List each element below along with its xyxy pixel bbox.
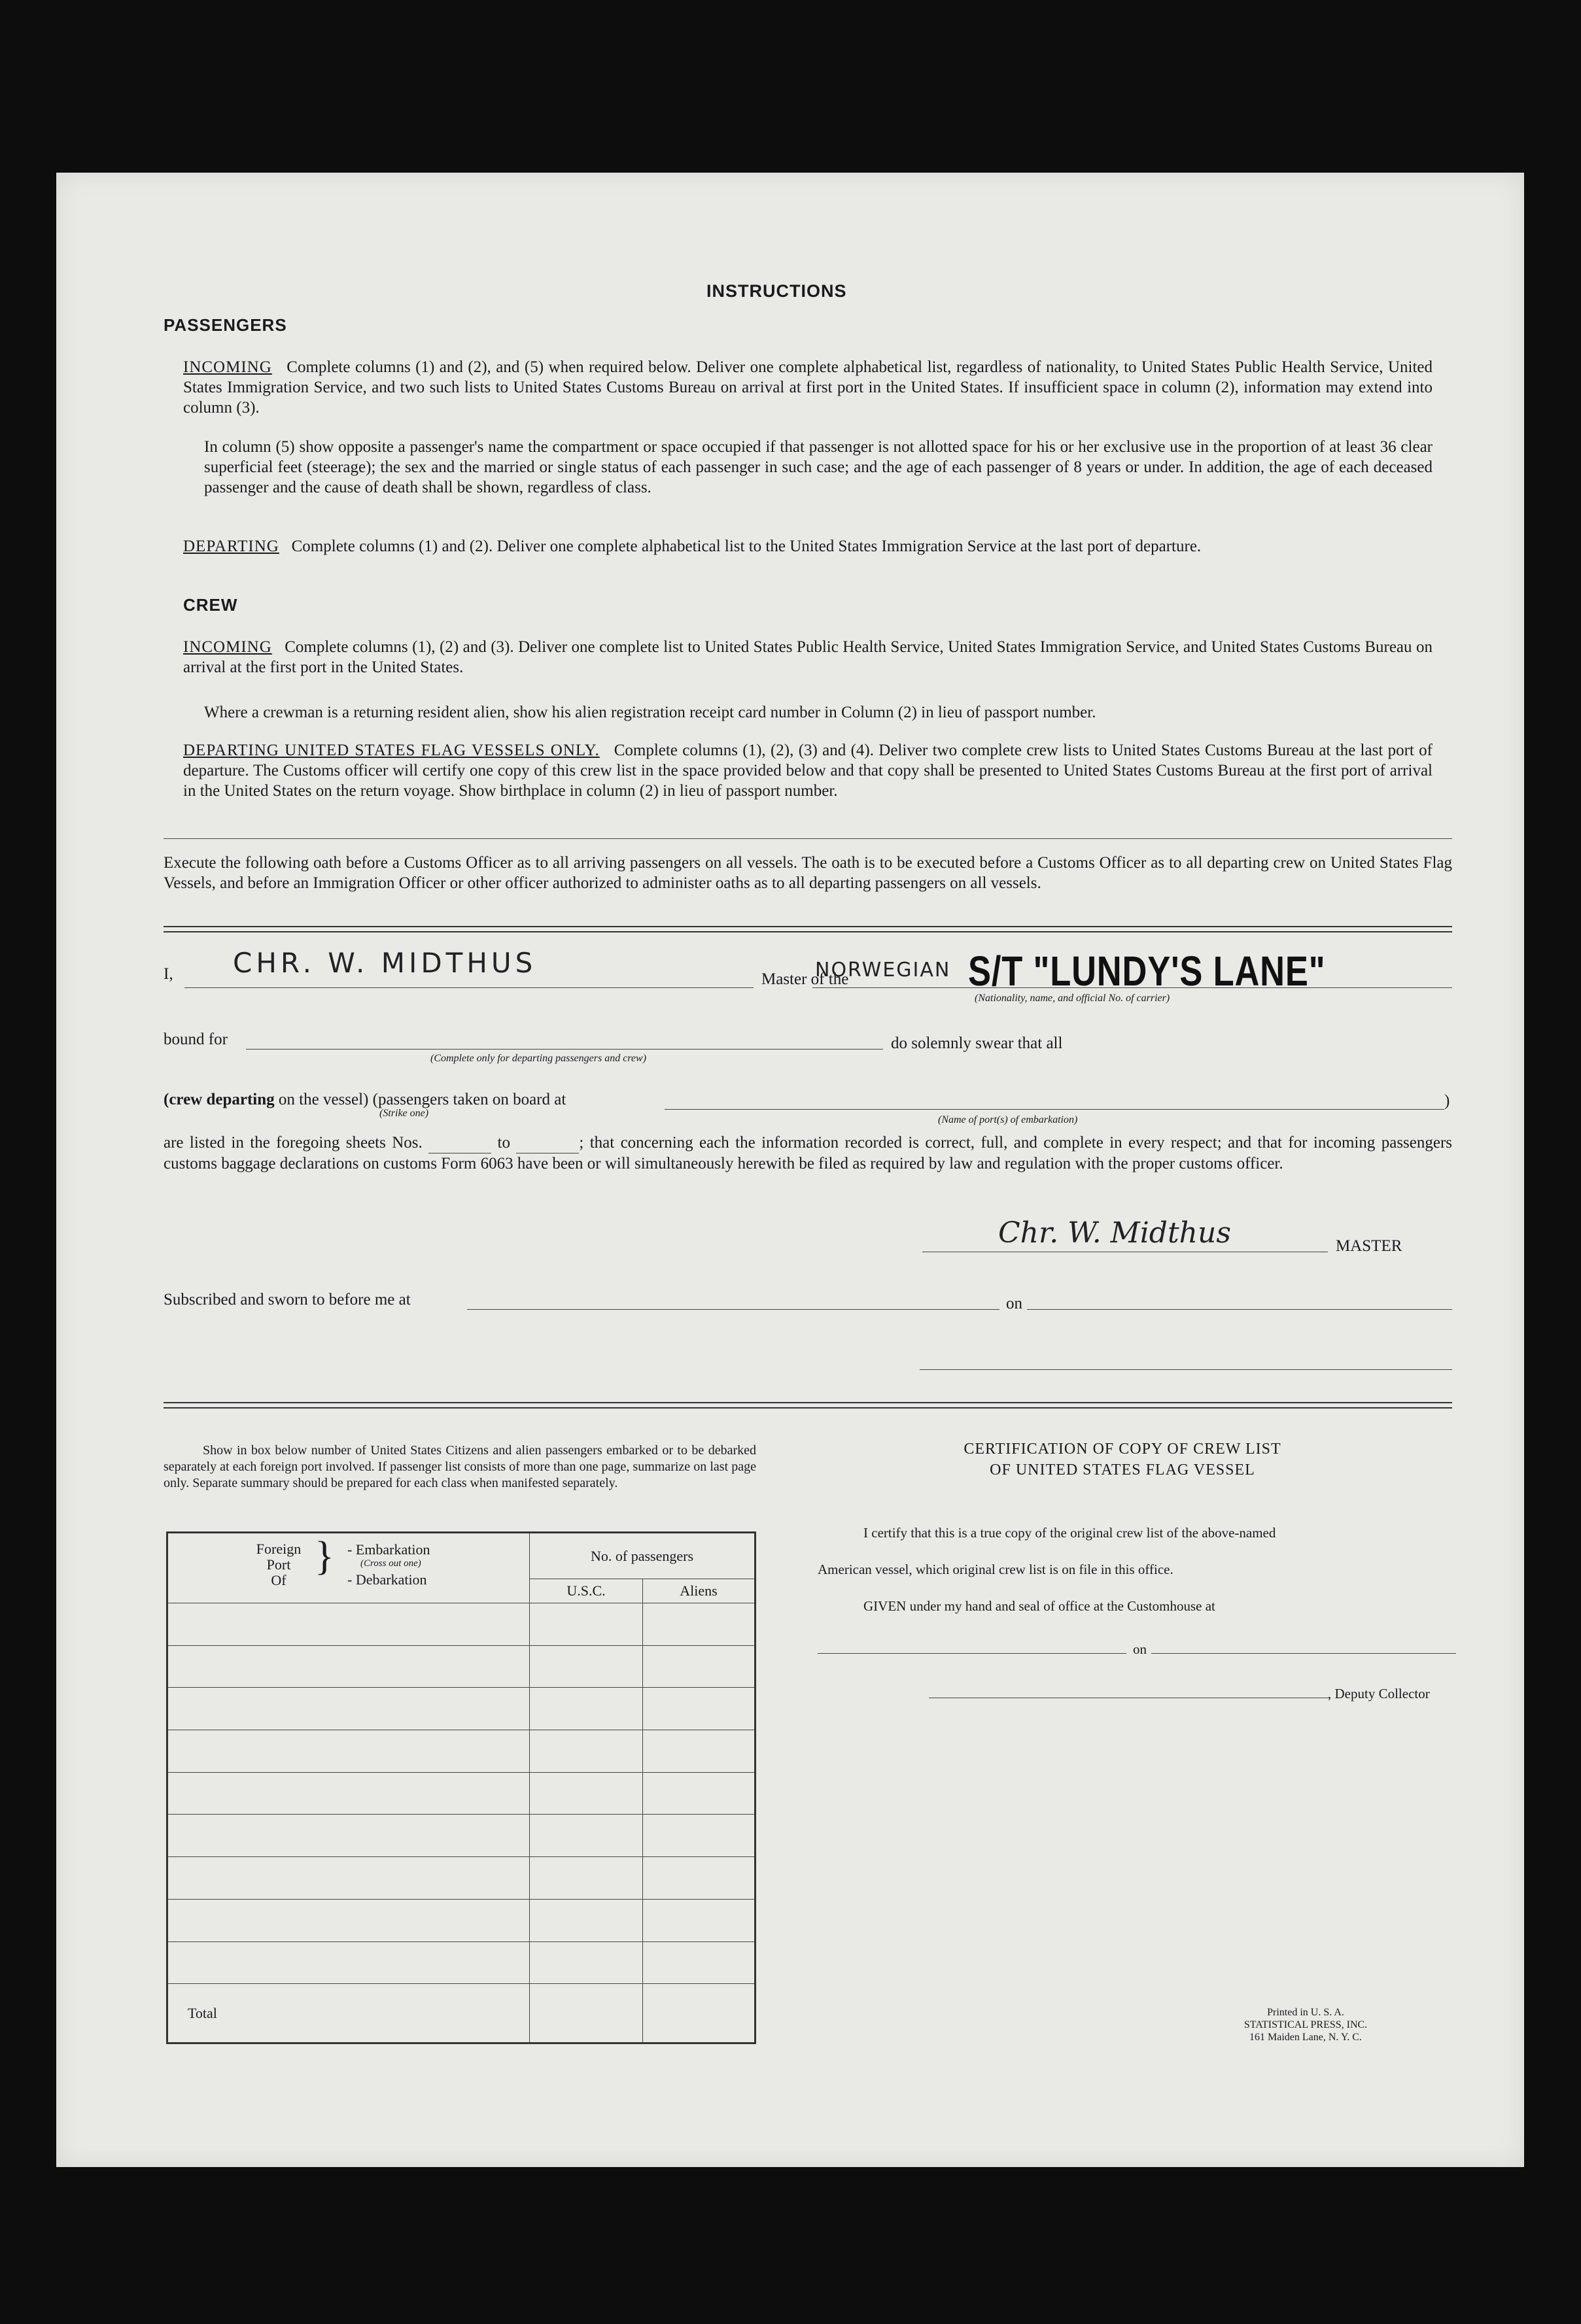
resident-alien-paragraph: Where a crewman is a returning resident alien, show his alien registration receipt card number in Column (2) in lieu of passport number. <box>204 704 1096 721</box>
port-cell[interactable] <box>167 1688 530 1730</box>
aliens-cell[interactable] <box>643 1645 756 1688</box>
close-paren: ) <box>1444 1092 1450 1110</box>
debarkation-label: - Debarkation <box>347 1571 427 1588</box>
passengers-heading: PASSENGERS <box>164 315 287 335</box>
aliens-cell[interactable] <box>643 1603 756 1645</box>
bound-for-line <box>246 1049 883 1050</box>
port-cell[interactable] <box>167 1815 530 1857</box>
embarkation-label: - Embarkation <box>347 1541 430 1558</box>
master-label: MASTER <box>1336 1237 1402 1255</box>
summary-instructions: Show in box below number of United States Citizens and alien passengers embarked or to be debarked separately at each foreign port involved. If passenger list consists of more than one page, summarize on last page only. Separate summary should be prepared for each class when manifested separately. <box>164 1443 756 1490</box>
passenger-summary-table <box>166 1531 756 2044</box>
aliens-header: Aliens <box>643 1579 756 1603</box>
port-cell[interactable] <box>167 1941 530 1984</box>
carrier-line <box>812 987 1452 988</box>
crew-departing-text: Complete columns (1), (2), (3) and (4). Deliver two complete crew lists to United States Customs Bureau at the last port of departure. The Customs officer will certify one copy of this crew list in the space provided below and that copy shall be presented to United States Customs Bureau at the first port of arrival in the United States on the return voyage. Show birthplace in column (2) in lieu of passport number. <box>183 742 1433 800</box>
sheets-prefix: are listed in the foregoing sheets Nos. <box>164 1134 423 1152</box>
strike-caption: (Strike one) <box>379 1108 429 1119</box>
sheet-to-field <box>516 1133 579 1153</box>
divider <box>164 1402 1452 1403</box>
sheet-from-field <box>428 1133 491 1153</box>
crew-heading: CREW <box>183 595 238 615</box>
certification-title-line1: CERTIFICATION OF COPY OF CREW LIST <box>964 1441 1281 1458</box>
passengers-incoming-text: Complete columns (1) and (2), and (5) when required below. Deliver one complete alphabetical list, regardless of nationality, to United States Public Health Service, United States Immigration Service, and two such lists to United States Customs Bureau on arrival at first port in the United States. If insufficient space in column (2), information may extend into column (3). <box>183 358 1433 417</box>
foreign-port-of <box>249 1541 308 1588</box>
aliens-cell[interactable] <box>643 1899 756 1941</box>
usc-cell[interactable] <box>530 1645 643 1688</box>
aliens-cell[interactable] <box>643 1941 756 1984</box>
certify-line1: I certify that this is a true copy of the original crew list of the above-named <box>863 1525 1276 1541</box>
crew-departing-label: (crew departing <box>164 1091 275 1108</box>
instructions-heading: INSTRUCTIONS <box>706 281 847 301</box>
bound-for-caption: (Complete only for departing passengers and crew) <box>430 1053 647 1064</box>
usc-cell[interactable] <box>530 1730 643 1773</box>
port-label: Port <box>266 1556 291 1573</box>
crew-departing-lead: DEPARTING UNITED STATES FLAG VESSELS ONLY. <box>183 742 600 759</box>
cross-out-label: (Cross out one) <box>360 1558 421 1569</box>
printer-line1: Printed in U. S. A. <box>1267 2007 1344 2018</box>
aliens-cell[interactable] <box>643 1688 756 1730</box>
passengers-departing-paragraph <box>183 536 1433 556</box>
subscribed-place-line <box>467 1309 999 1310</box>
of-label: Of <box>271 1572 287 1588</box>
crew-incoming-text: Complete columns (1), (2) and (3). Deliver one complete list to United States Public Health Service, United States Immigration Service, and United States Customs Bureau on arrival at the first port in the United States. <box>183 638 1433 676</box>
crew-incoming-paragraph <box>183 637 1433 677</box>
on-vessel-label: on the vessel) (passengers taken on board at <box>278 1091 566 1108</box>
customhouse-line <box>818 1653 1126 1654</box>
subscribed-on-label: on <box>1006 1295 1022 1312</box>
crew-departing-paragraph <box>183 740 1433 801</box>
aliens-total-cell[interactable] <box>643 1984 756 2043</box>
passengers-incoming-lead: INCOMING <box>183 358 272 376</box>
usc-cell[interactable] <box>530 1899 643 1941</box>
subscribed-label: Subscribed and sworn to before me at <box>164 1291 411 1308</box>
aliens-cell[interactable] <box>643 1772 756 1815</box>
usc-cell[interactable] <box>530 1603 643 1645</box>
usc-cell[interactable] <box>530 1815 643 1857</box>
usc-cell[interactable] <box>530 1941 643 1984</box>
port-cell[interactable] <box>167 1645 530 1688</box>
divider <box>164 931 1452 932</box>
carrier-caption: (Nationality, name, and official No. of carrier) <box>975 993 1170 1004</box>
master-of-label: Master of the <box>761 970 849 988</box>
deputy-collector-label: , Deputy Collector <box>1328 1686 1430 1701</box>
certify-line2: American vessel, which original crew list is on file in this office. <box>818 1562 1173 1577</box>
aliens-cell[interactable] <box>643 1857 756 1900</box>
passengers-incoming-paragraph <box>183 357 1433 418</box>
nationality: NORWEGIAN <box>815 959 951 982</box>
usc-total-cell[interactable] <box>530 1984 643 2043</box>
oath-i-label: I, <box>164 965 173 983</box>
certification-title-line2: OF UNITED STATES FLAG VESSEL <box>990 1461 1255 1478</box>
port-cell[interactable] <box>167 1857 530 1900</box>
passengers-departing-lead: DEPARTING <box>183 538 279 555</box>
port-cell[interactable] <box>167 1899 530 1941</box>
column5-paragraph: In column (5) show opposite a passenger's name the compartment or space occupied if that passenger is not allotted space for his or her exclusive use in the proportion of at least 36 clear superficial feet (steerage); the sex and the married or single status of each passenger in such case; and the age of each passenger of 8 years or under. In addition, the age of each deceased passenger and the cause of death shall be shown, regardless of class. <box>204 438 1433 496</box>
port-cell[interactable] <box>167 1772 530 1815</box>
port-cell[interactable] <box>167 1730 530 1773</box>
swear-label: do solemnly swear that all <box>891 1034 1063 1052</box>
certification-on-label: on <box>1133 1641 1147 1657</box>
ports-line <box>665 1109 1444 1110</box>
crew-departing-line <box>164 1091 566 1109</box>
to-label: to <box>497 1134 510 1152</box>
sheets-paragraph <box>164 1133 1452 1174</box>
divider <box>164 926 1452 927</box>
brace: } <box>315 1534 334 1579</box>
port-header-cell <box>167 1533 530 1603</box>
aliens-cell[interactable] <box>643 1815 756 1857</box>
sheets-text: ; that concerning each the information recorded is correct, full, and complete in every respect; and that for incoming passengers customs baggage declarations on customs Form 6063 have been or will simultaneously herewith be filed as required by law and regulation with the proper customs officer. <box>164 1134 1453 1172</box>
passengers-departing-text: Complete columns (1) and (2). Deliver one complete alphabetical list to the United States Immigration Service at the last port of departure. <box>291 538 1202 555</box>
printer-imprint <box>1194 2006 1417 2043</box>
divider <box>164 1407 1452 1409</box>
certification-title <box>861 1439 1384 1480</box>
bound-for-label: bound for <box>164 1031 228 1048</box>
oath-intro: Execute the following oath before a Customs Officer as to all arriving passengers on all vessels. The oath is to be executed before a Customs Officer as to all departing crew on United States Flag Vessels, and before an Immigration Officer or other officer authorized to administer oaths as to all departing passengers on all vessels. <box>164 854 1452 892</box>
divider <box>164 838 1452 839</box>
given-line: GIVEN under my hand and seal of office at the Customhouse at <box>863 1598 1215 1614</box>
form-sheet <box>56 173 1524 2167</box>
certification-date-line <box>1151 1653 1456 1654</box>
foreign-label: Foreign <box>256 1541 302 1557</box>
total-label: Total <box>167 1984 530 2043</box>
ports-caption: (Name of port(s) of embarkation) <box>938 1114 1078 1125</box>
port-cell[interactable] <box>167 1603 530 1645</box>
officer-signature-line <box>920 1369 1452 1370</box>
aliens-cell[interactable] <box>643 1730 756 1773</box>
vessel-name: S/T "LUNDY'S LANE" <box>968 948 1326 995</box>
subscribed-date-line <box>1027 1309 1452 1310</box>
master-name: CHR. W. MIDTHUS <box>233 947 537 979</box>
printer-line3: 161 Maiden Lane, N. Y. C. <box>1249 2032 1362 2043</box>
master-signature: Chr. W. Midthus <box>998 1216 1231 1250</box>
usc-cell[interactable] <box>530 1688 643 1730</box>
usc-cell[interactable] <box>530 1772 643 1815</box>
usc-header: U.S.C. <box>530 1579 643 1603</box>
no-passengers-header: No. of passengers <box>530 1533 756 1579</box>
crew-incoming-lead: INCOMING <box>183 638 272 656</box>
master-name-line <box>184 987 754 988</box>
usc-cell[interactable] <box>530 1857 643 1900</box>
printer-line2: STATISTICAL PRESS, INC. <box>1243 2019 1368 2030</box>
